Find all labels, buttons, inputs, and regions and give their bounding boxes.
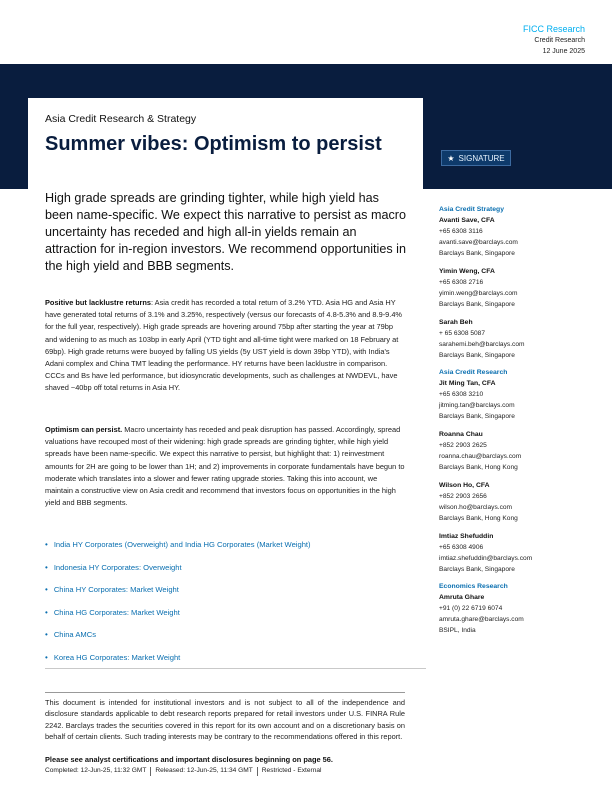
list-item[interactable] [45,608,407,631]
bullet-icon: • [45,562,48,572]
link-indonesia[interactable]: Indonesia HY Corporates: Overweight [53,562,182,572]
section-heading: Economics Research [439,583,508,590]
disclosures-note: Please see analyst certifications and important disclosures beginning on page 56. [45,755,333,764]
analyst-email[interactable]: amruta.ghare@barclays.com [439,616,524,623]
analyst-section [439,582,599,636]
division-label: FICC Research [522,24,585,34]
list-item[interactable] [45,540,407,563]
analyst-card [439,480,599,524]
bullet-icon: • [45,540,48,549]
bullet-icon: • [45,652,48,662]
release-meta [45,767,322,776]
analyst-org: Barclays Bank, Hong Kong [439,464,518,471]
analyst-email[interactable]: sarahemi.beh@barclays.com [439,341,525,348]
category-label: Credit Research [534,37,585,44]
link-china-hy[interactable]: China HY Corporates: Market Weight [53,585,179,595]
link-india[interactable]: India HY Corporates (Overweight) and India HG Corporates (Market Weight) [53,540,311,549]
signature-badge-label: SIGNATURE [458,153,505,163]
analyst-phone: +65 6308 2716 [439,279,484,286]
meta-separator [257,767,258,776]
paragraph-returns-body: : Asia credit has recorded a total return of 3.2% YTD. Asia HG and Asia HY have generated total returns of 3.1% and 3.25%, respectively (versus our forecasts of 4.8-5.3% and 8.9-9.4% for the full year, respectively). High grade spreads are hovering around 75bp after starting the year at 79bp and widening to as much as 103bp in early April (YTD tight and all-time tight were marked on 18 February at 69bp). High grade returns were buoyed by falling US yields (5y UST yield is down 39bp YTD), with India's Adani complex and China TMT leading the performance. HY returns have been lacklustre in comparison. CCCs and Bs have led performance, but idiosyncratic developments, such as challenges at NWDEVL, have shaved ~40bp off total returns in Asia HY. [45,298,403,393]
analyst-phone: +65 6308 3116 [439,228,483,235]
analyst-name: Roanna Chau [439,431,483,438]
analyst-card [439,531,599,575]
report-links-list [45,540,407,676]
star-icon: ★ [447,153,455,163]
analyst-org: Barclays Bank, Singapore [439,352,515,359]
analyst-card [439,266,599,310]
analyst-name: Yimin Weng, CFA [439,268,495,275]
link-china-amcs[interactable]: China AMCs [53,630,97,640]
analyst-phone: +852 2903 2625 [439,442,487,449]
report-kicker: Asia Credit Research & Strategy [45,113,197,125]
bullet-icon: • [45,607,48,617]
paragraph-returns-lead: Positive but lacklustre returns [45,298,151,307]
analyst-name: Sarah Beh [439,319,473,326]
analyst-phone: + 65 6308 5087 [439,330,486,337]
analyst-card [439,317,599,361]
analyst-email[interactable]: imtiaz.shefuddin@barclays.com [439,555,533,562]
analyst-email[interactable]: avanti.save@barclays.com [439,239,518,246]
report-lede: High grade spreads are grinding tighter, while high yield has been name-specific. We expect this narrative to persist as macro uncertainty has receded and high all-in yields remain an attraction for in-region investors. We recommend opportunities in the high yield and BBB segments. [45,191,406,273]
analyst-name: Wilson Ho, CFA [439,482,490,489]
analyst-card [439,215,599,259]
analyst-org: BSIPL, India [439,627,476,634]
analyst-section [439,205,599,361]
analyst-card [439,378,599,422]
list-item[interactable] [45,653,407,676]
analyst-card [439,592,599,636]
analyst-name: Amruta Ghare [439,594,485,601]
analyst-org: Barclays Bank, Singapore [439,566,515,573]
paragraph-optimism [45,424,407,509]
analyst-phone: +852 2903 2656 [439,493,487,500]
analyst-org: Barclays Bank, Singapore [439,301,515,308]
analyst-name: Imtiaz Shefuddin [439,533,494,540]
section-heading: Asia Credit Research [439,369,508,376]
analyst-org: Barclays Bank, Hong Kong [439,515,518,522]
section-heading: Asia Credit Strategy [439,206,504,213]
analyst-email[interactable]: jitming.tan@barclays.com [439,402,515,409]
analyst-card [439,429,599,473]
analyst-name: Jit Ming Tan, CFA [439,380,496,387]
paragraph-optimism-lead: Optimism can persist. [45,425,123,434]
analyst-email[interactable]: wilson.ho@barclays.com [439,504,513,511]
content-divider [45,668,426,669]
completed-time: Completed: 12-Jun-25, 11:32 GMT [45,767,147,774]
analyst-sidebar [439,205,599,643]
analyst-org: Barclays Bank, Singapore [439,250,515,257]
analyst-email[interactable]: yimin.weng@barclays.com [439,290,518,297]
analyst-org: Barclays Bank, Singapore [439,413,515,420]
list-item[interactable] [45,585,407,608]
analyst-phone: +65 6308 4906 [439,544,484,551]
disclaimer-text: This document is intended for institutional investors and is not subject to all of the independence and disclosure standards applicable to debt research reports prepared for retail investors under U.S. FINRA Rule 2242. Barclays trades the securities covered in this report for its own account and on a discretionary basis on behalf of certain clients. Such trading interests may be contrary to the recommendations offered in this report. [45,698,405,741]
analyst-name: Avanti Save, CFA [439,217,495,224]
bullet-icon: • [45,585,48,595]
report-date: 12 June 2025 [542,48,585,55]
analyst-phone: +91 (0) 22 6719 6074 [439,605,503,612]
classification-label: Restricted - External [261,767,322,774]
list-item[interactable] [45,630,407,653]
link-china-hg[interactable]: China HG Corporates: Market Weight [53,607,180,617]
paragraph-optimism-body: Macro uncertainty has receded and peak disruption has passed. Accordingly, spread valuations have recouped most of their widening: high grade spreads are grinding tighter, while high yield spreads have been name-specific. We expect this narrative to persist, but highlight that: 1) reinvestment amounts for 2H are going to be lower than 1H; and 2) improvements in corporate fundamentals have begun to moderate which translates into a slower and fewer rating upgrade stories. Taking this into account, we maintain a constructive view on Asia credit and recommend that investors focus on opportunities in the high yield and BBB segments. [45,425,405,508]
signature-badge [441,150,511,166]
list-item[interactable] [45,563,407,586]
analyst-section [439,368,599,575]
disclaimer-rule [45,692,405,693]
analyst-phone: +65 6308 3210 [439,391,484,398]
released-time: Released: 12-Jun-25, 11:34 GMT [155,767,253,774]
bullet-icon: • [45,630,48,640]
link-korea-hg[interactable]: Korea HG Corporates: Market Weight [53,652,181,662]
meta-separator [150,767,151,776]
analyst-email[interactable]: roanna.chau@barclays.com [439,453,522,460]
report-title: Summer vibes: Optimism to persist [45,133,382,155]
paragraph-returns [45,297,407,395]
